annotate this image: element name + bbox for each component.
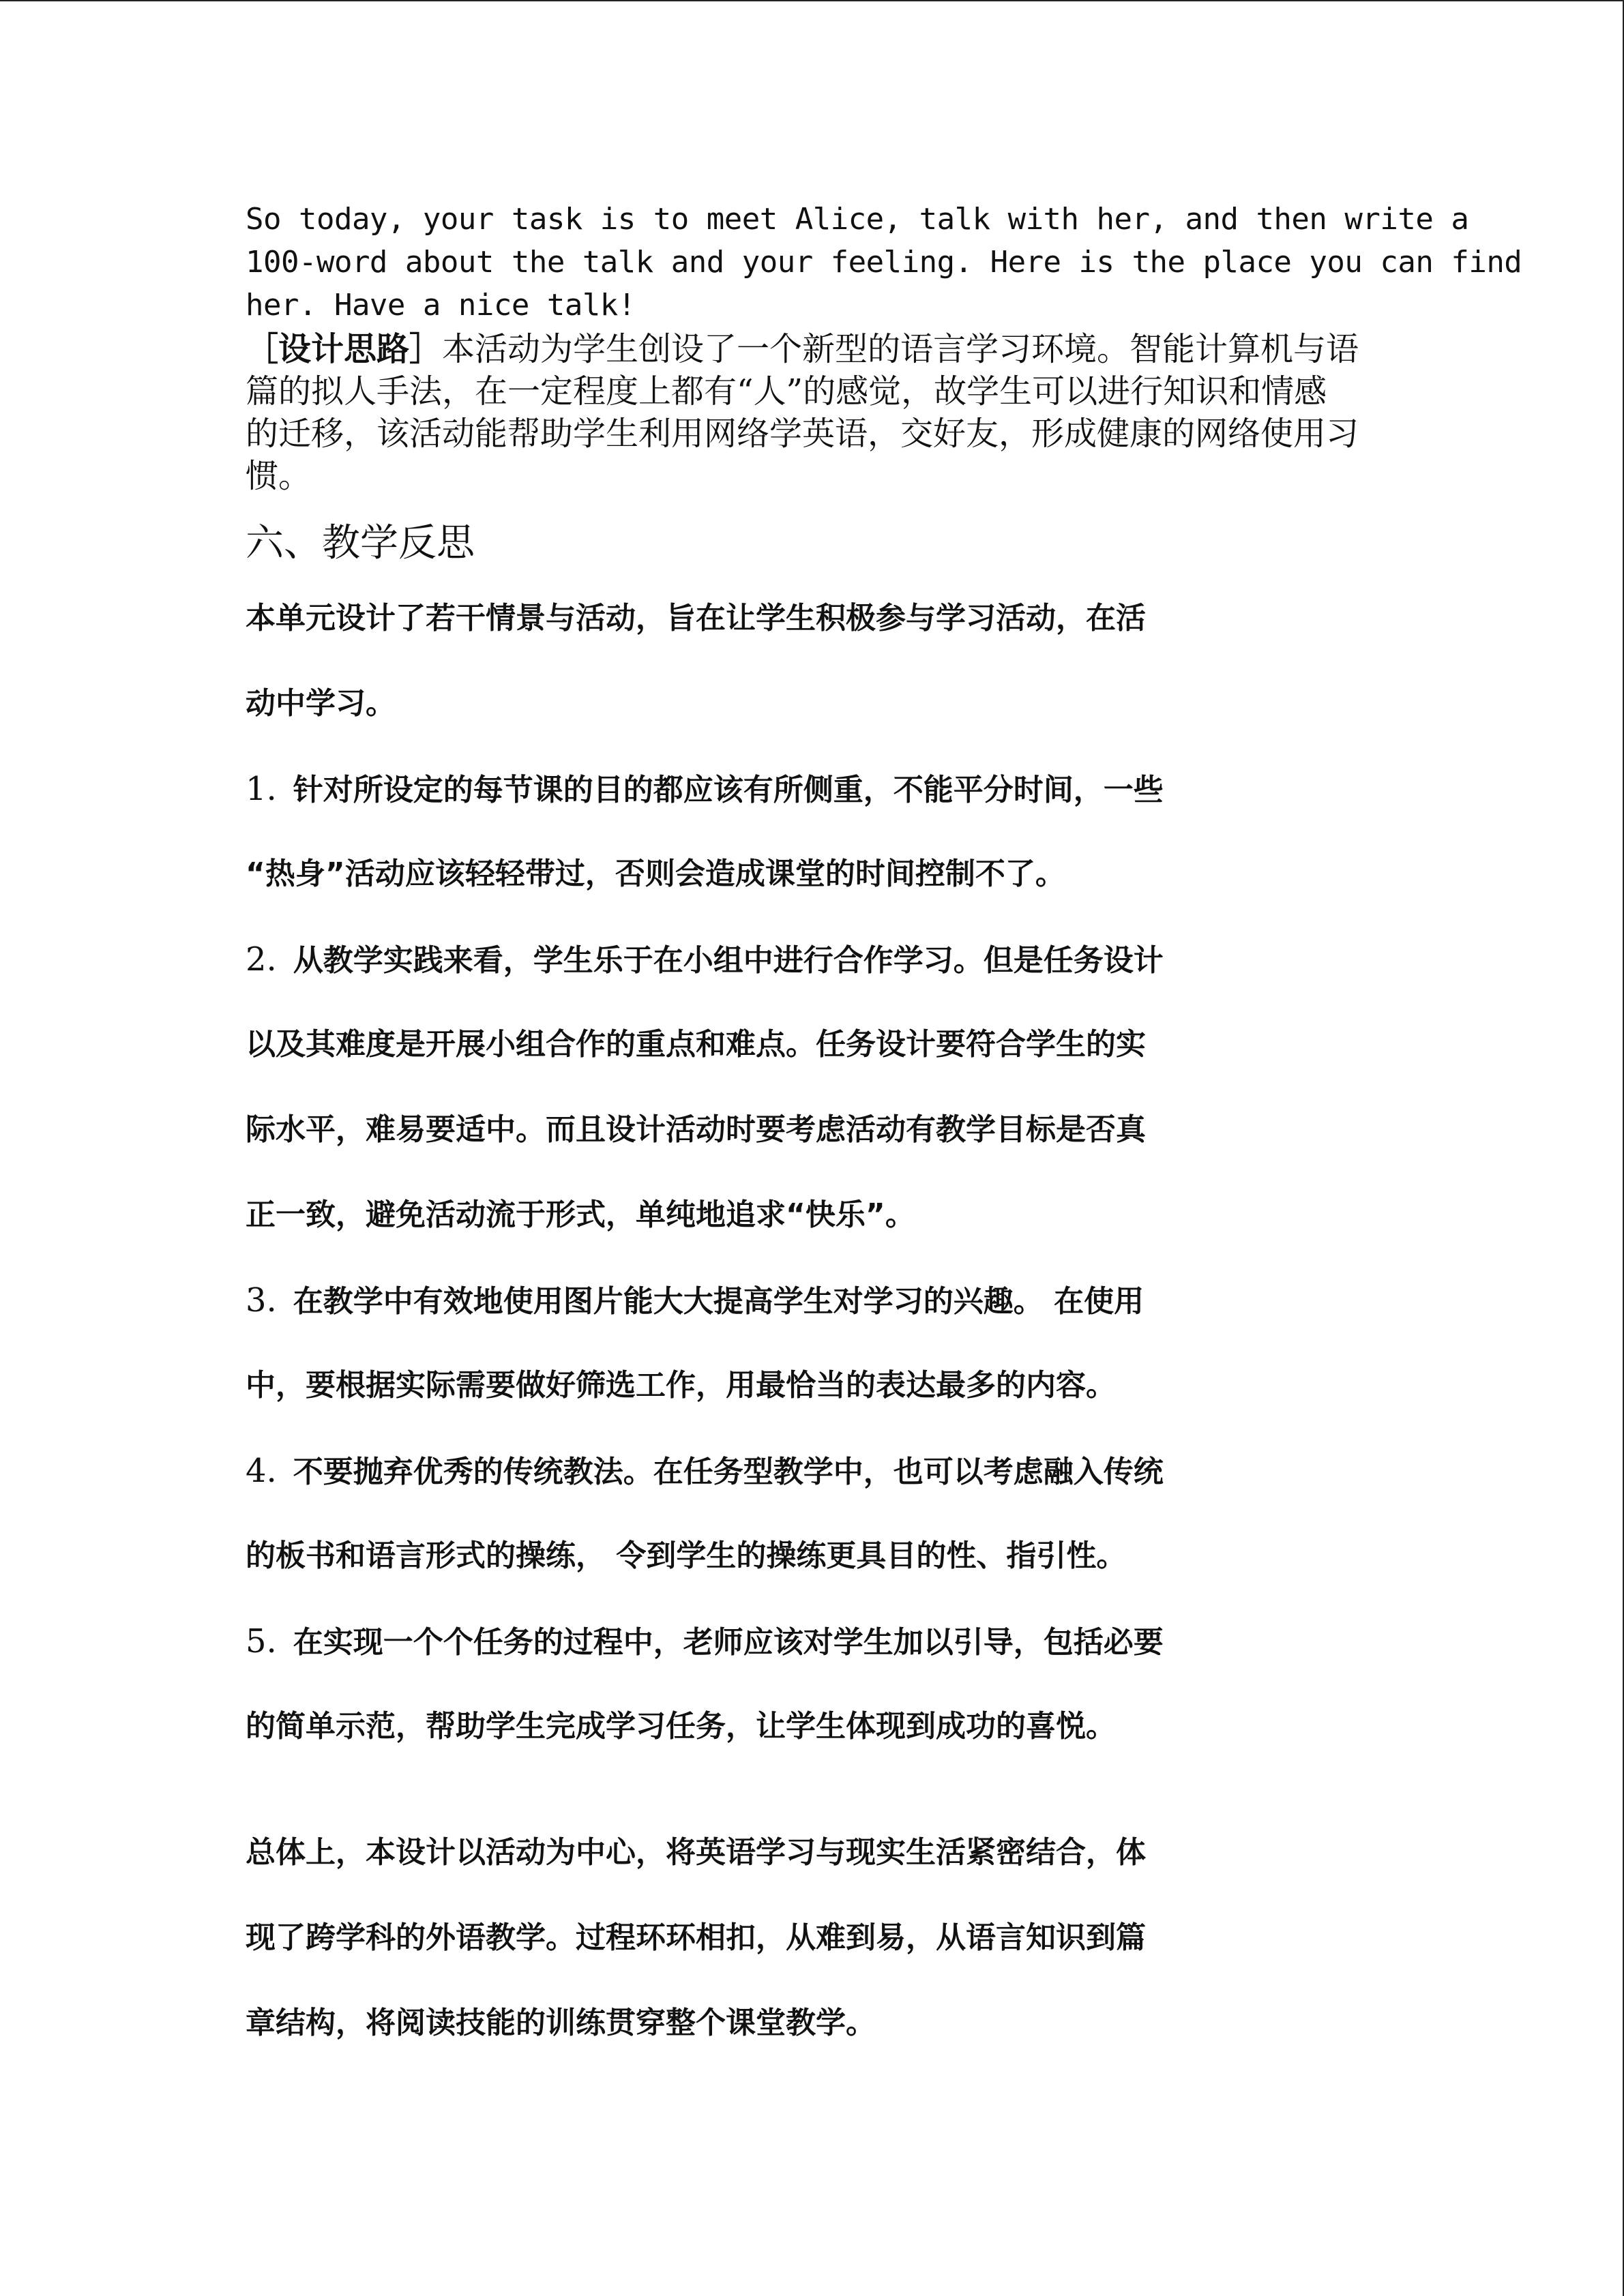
point-number: 3.	[246, 1281, 277, 1320]
point-2-line: 正一致，避免活动流于形式，单纯地追求“快乐”。	[246, 1197, 915, 1232]
intro-line: 本单元设计了若干情景与活动，旨在让学生积极参与学习活动，在活	[246, 601, 1146, 636]
design-line: 的迁移，该活动能帮助学生利用网络学英语，交好友，形成健康的网络使用习	[246, 415, 1359, 453]
point-2-line: 以及其难度是开展小组合作的重点和难点。任务设计要符合学生的实	[246, 1027, 1146, 1062]
intro-line: 动中学习。	[246, 686, 396, 721]
design-label: ［设计思路］	[246, 330, 443, 368]
point-5-line: 的简单示范，帮助学生完成学习任务，让学生体现到成功的喜悦。	[246, 1709, 1116, 1744]
summary-line: 章结构，将阅读技能的训练贯穿整个课堂教学。	[246, 2006, 876, 2040]
task-line: So today, your task is to meet Alice, talk with her, and then write a	[246, 202, 1469, 237]
summary-line: 总体上，本设计以活动为中心，将英语学习与现实生活紧密结合，体	[246, 1835, 1146, 1870]
point-5-line	[246, 1621, 1378, 1706]
point-4-line: 的板书和语言形式的操练， 令到学生的操练更具目的性、指引性。	[246, 1538, 1127, 1573]
point-text: 从教学实践来看，学生乐于在小组中进行合作学习。但是任务设计	[293, 943, 1164, 978]
section-title: 六、教学反思	[246, 521, 475, 565]
point-number: 2.	[246, 940, 277, 979]
point-1-line: “热身”活动应该轻轻带过，否则会造成课堂的时间控制不了。	[246, 856, 1065, 891]
reflection-section	[246, 598, 1378, 2088]
point-number: 5.	[246, 1622, 277, 1660]
point-2-line	[246, 939, 1378, 1024]
design-text: 本活动为学生创设了一个新型的语言学习环境。智能计算机与语	[442, 330, 1359, 368]
point-number: 1.	[246, 770, 277, 808]
point-1-line	[246, 769, 1378, 854]
design-line: 惯。	[246, 457, 312, 495]
point-4-line	[246, 1450, 1378, 1536]
point-text: 不要抛弃优秀的传统教法。在任务型教学中，也可以考虑融入传统	[293, 1455, 1164, 1489]
paragraph-gap	[246, 1791, 1378, 1832]
point-2-line: 际水平，难易要适中。而且设计活动时要考虑活动有教学目标是否真	[246, 1112, 1146, 1147]
point-text: 在实现一个个任务的过程中，老师应该对学生加以引导，包括必要	[293, 1625, 1164, 1660]
task-line: 100-word about the talk and your feeling. Here is the place you can find	[246, 245, 1522, 280]
design-line: 篇的拟人手法，在一定程度上都有“人”的感觉，故学生可以进行知识和情感	[246, 372, 1327, 411]
design-line	[246, 328, 1378, 370]
design-rationale	[246, 328, 1378, 497]
document-body	[246, 198, 1522, 2088]
point-3-line: 中，要根据实际需要做好筛选工作，用最恰当的表达最多的内容。	[246, 1368, 1116, 1403]
point-3-line	[246, 1280, 1378, 1365]
task-line: her. Have a nice talk!	[246, 288, 636, 323]
summary-line: 现了跨学科的外语教学。过程环环相扣，从难到易，从语言知识到篇	[246, 1920, 1146, 1955]
point-text: 在教学中有效地使用图片能大大提高学生对学习的兴趣。 在使用	[293, 1284, 1145, 1319]
point-text: 针对所设定的每节课的目的都应该有所侧重，不能平分时间，一些	[293, 773, 1164, 807]
task-paragraph	[246, 198, 1522, 327]
point-number: 4.	[246, 1452, 277, 1490]
